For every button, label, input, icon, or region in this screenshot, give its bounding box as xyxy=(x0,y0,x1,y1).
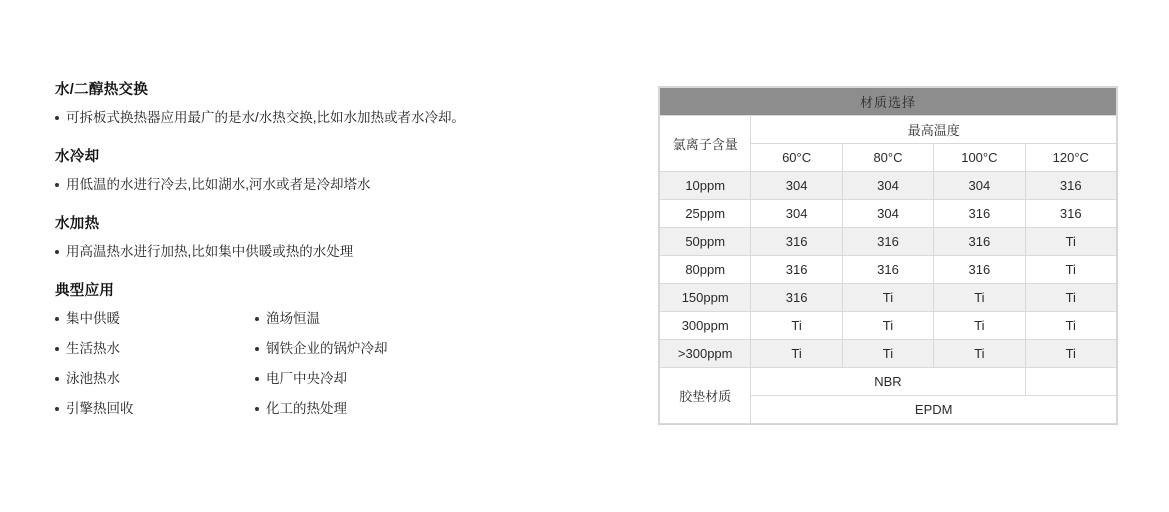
table-header-row-1 xyxy=(660,116,1117,144)
table-title: 材质选择 xyxy=(660,88,1117,116)
section-water-glycol xyxy=(55,78,615,129)
cell-value: 316 xyxy=(934,228,1025,256)
table-row xyxy=(660,312,1117,340)
section-heading: 水冷却 xyxy=(55,148,100,165)
table-title-row xyxy=(660,88,1117,116)
cell-value: 316 xyxy=(751,228,842,256)
cell-value: 304 xyxy=(751,200,842,228)
cell-value: Ti xyxy=(1025,340,1116,368)
cell-value: Ti xyxy=(1025,228,1116,256)
section-water-cooling xyxy=(55,145,615,196)
list-item: 生活热水 xyxy=(55,339,255,360)
cell-value: Ti xyxy=(1025,256,1116,284)
row-label: 50ppm xyxy=(660,228,751,256)
list-item: 泳池热水 xyxy=(55,369,255,390)
section-heading: 水/二醇热交换 xyxy=(55,82,149,98)
section-typical-applications xyxy=(55,279,615,429)
typical-application-lists xyxy=(55,309,615,429)
application-column-1 xyxy=(55,309,255,429)
section-heading: 水加热 xyxy=(55,215,100,232)
cell-value: 316 xyxy=(1025,172,1116,200)
row-label: 25ppm xyxy=(660,200,751,228)
list-item: 钢铁企业的锅炉冷却 xyxy=(255,339,388,360)
cell-value: Ti xyxy=(1025,312,1116,340)
cell-value: 304 xyxy=(842,200,933,228)
list-item: 化工的热处理 xyxy=(255,399,388,420)
content-left-column xyxy=(55,78,615,444)
cell-value: 304 xyxy=(751,172,842,200)
cell-value: 316 xyxy=(842,256,933,284)
cell-value: Ti xyxy=(751,312,842,340)
cell-value: 316 xyxy=(1025,200,1116,228)
row-label: >300ppm xyxy=(660,340,751,368)
table-row xyxy=(660,284,1117,312)
header-max-temperature: 最高温度 xyxy=(751,116,1117,144)
cell-value: Ti xyxy=(842,284,933,312)
cell-value: 316 xyxy=(842,228,933,256)
bullet-item: 用低温的水进行冷去,比如湖水,河水或者是冷却塔水 xyxy=(55,175,615,196)
cell-value: Ti xyxy=(842,340,933,368)
row-label: 10ppm xyxy=(660,172,751,200)
header-temp-80: 80°C xyxy=(842,144,933,172)
cell-value: 316 xyxy=(934,200,1025,228)
gasket-value-epdm: EPDM xyxy=(751,396,1117,424)
application-column-2 xyxy=(255,309,388,429)
section-water-heating xyxy=(55,212,615,263)
cell-value: 304 xyxy=(934,172,1025,200)
row-label: 150ppm xyxy=(660,284,751,312)
cell-value: 316 xyxy=(751,256,842,284)
list-item: 集中供暖 xyxy=(55,309,255,330)
material-selection-table xyxy=(658,86,1118,425)
cell-value: 316 xyxy=(751,284,842,312)
cell-value: Ti xyxy=(842,312,933,340)
cell-value: Ti xyxy=(934,340,1025,368)
bullet-item: 可拆板式换热器应用最广的是水/水热交换,比如水加热或者水冷却。 xyxy=(55,108,615,129)
cell-value: Ti xyxy=(934,284,1025,312)
header-temp-120: 120°C xyxy=(1025,144,1116,172)
bullet-item: 用高温热水进行加热,比如集中供暖或热的水处理 xyxy=(55,242,615,263)
cell-value: Ti xyxy=(934,312,1025,340)
row-label: 300ppm xyxy=(660,312,751,340)
cell-value: 304 xyxy=(842,172,933,200)
cell-value: Ti xyxy=(751,340,842,368)
header-temp-60: 60°C xyxy=(751,144,842,172)
header-temp-100: 100°C xyxy=(934,144,1025,172)
table-row xyxy=(660,228,1117,256)
cell-value: Ti xyxy=(1025,284,1116,312)
gasket-value-nbr: NBR xyxy=(751,368,1025,396)
section-heading: 典型应用 xyxy=(55,282,115,299)
row-label: 80ppm xyxy=(660,256,751,284)
cell-value: 316 xyxy=(934,256,1025,284)
list-item: 渔场恒温 xyxy=(255,309,388,330)
table-row xyxy=(660,340,1117,368)
gasket-empty-cell xyxy=(1025,368,1116,396)
header-chloride-content: 氯离子含量 xyxy=(660,116,751,172)
table-row xyxy=(660,256,1117,284)
gasket-material-label: 胶垫材质 xyxy=(660,368,751,424)
table-row xyxy=(660,172,1117,200)
gasket-row-nbr xyxy=(660,368,1117,396)
table-row xyxy=(660,200,1117,228)
list-item: 引擎热回收 xyxy=(55,399,255,420)
list-item: 电厂中央冷却 xyxy=(255,369,388,390)
